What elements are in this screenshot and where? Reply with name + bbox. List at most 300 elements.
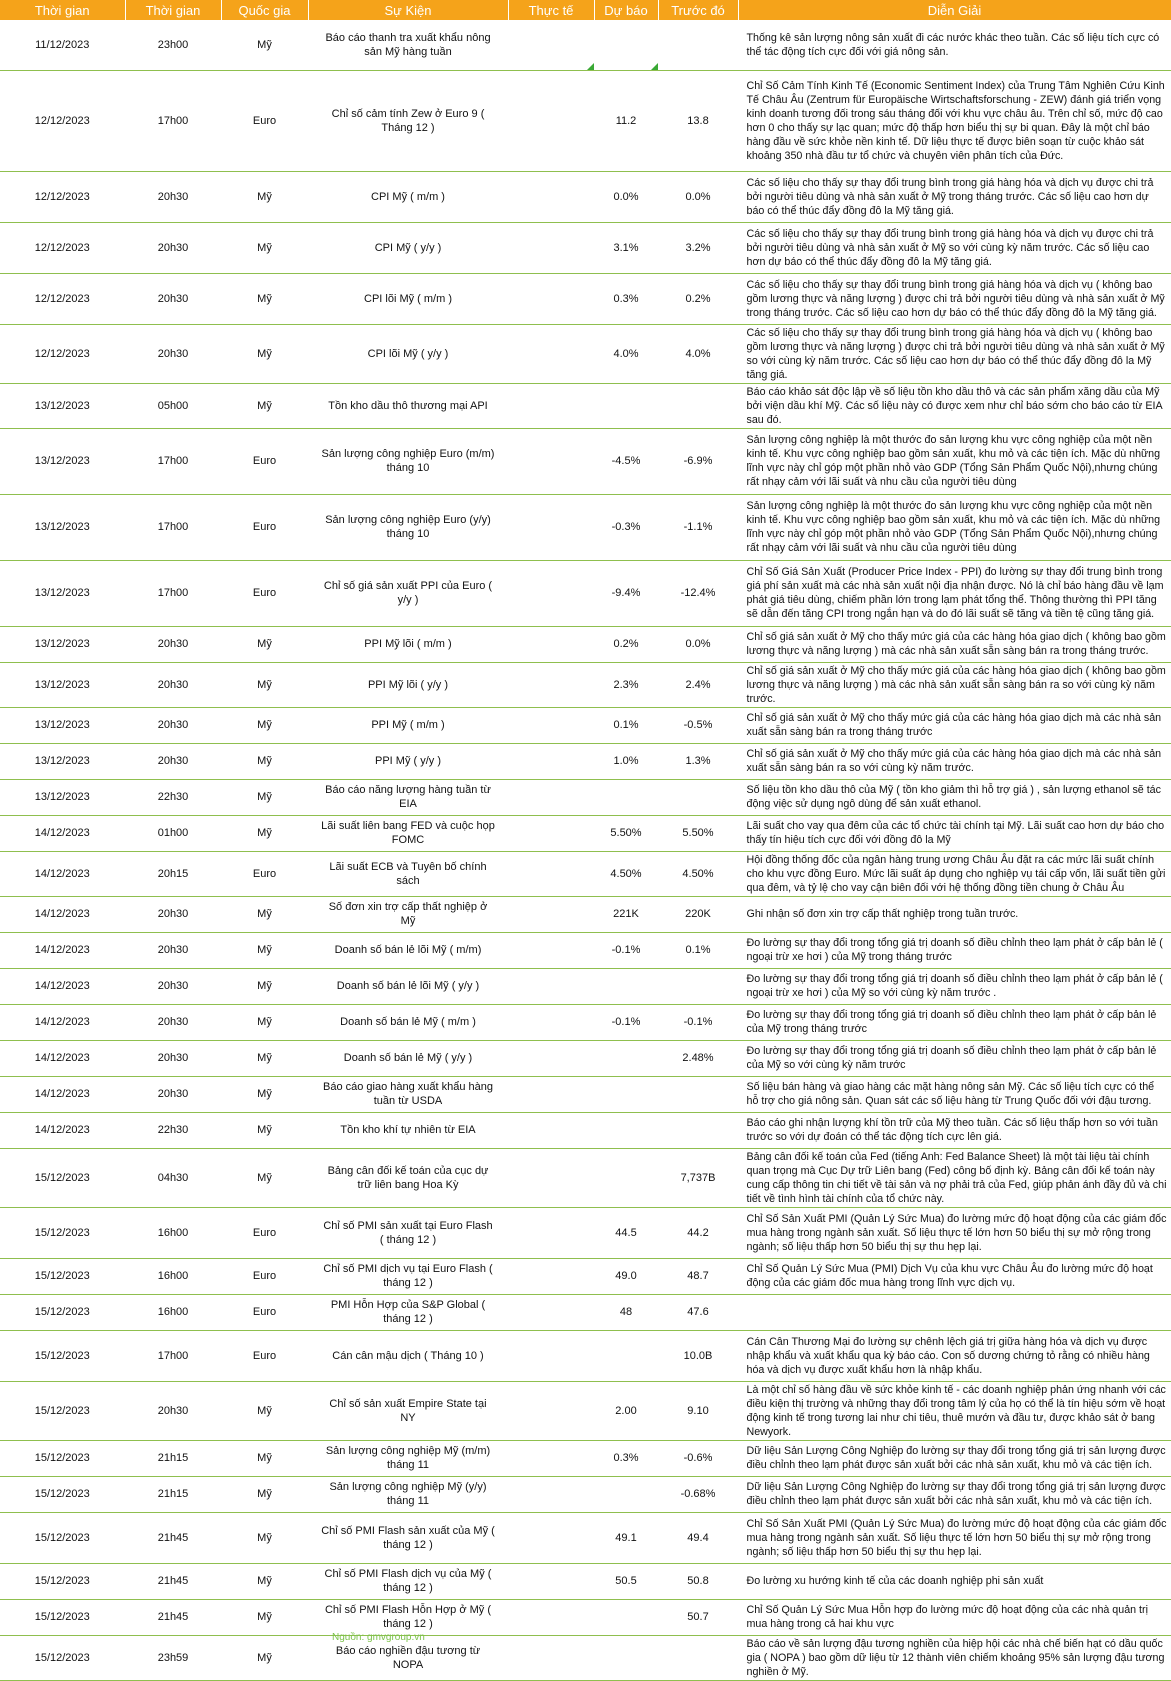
table-row (0, 932, 1171, 968)
row-previous: 44.2 (658, 1207, 738, 1258)
row-actual (508, 383, 594, 428)
header-date: Thời gian (0, 0, 125, 20)
row-actual (508, 560, 594, 626)
row-forecast (594, 20, 658, 70)
table-row (0, 1294, 1171, 1330)
header-row (0, 0, 1171, 20)
row-actual (508, 1294, 594, 1330)
row-time: 20h30 (125, 222, 221, 273)
table-row (0, 968, 1171, 1004)
row-event: Chỉ số PMI Flash Hỗn Hợp ở Mỹ ( tháng 12 ) (308, 1599, 508, 1635)
row-event: Chỉ số giá sản xuất PPI của Euro ( y/y ) (308, 560, 508, 626)
row-actual (508, 662, 594, 707)
row-event: Tồn kho dầu thô thương mại API (308, 383, 508, 428)
row-time: 21h15 (125, 1440, 221, 1476)
header-forecast: Dự báo (594, 0, 658, 20)
row-date: 13/12/2023 (0, 662, 125, 707)
table-row (0, 171, 1171, 222)
row-actual (508, 1258, 594, 1294)
row-country: Mỹ (221, 1635, 308, 1680)
row-previous: 10.0B (658, 1330, 738, 1381)
row-previous (658, 1635, 738, 1680)
row-forecast: -0.3% (594, 494, 658, 560)
row-previous: 49.4 (658, 1512, 738, 1563)
row-previous: 13.8 (658, 70, 738, 171)
row-actual (508, 1004, 594, 1040)
row-time: 17h00 (125, 1330, 221, 1381)
row-event: PMI Hỗn Hợp của S&P Global ( tháng 12 ) (308, 1294, 508, 1330)
row-date: 15/12/2023 (0, 1381, 125, 1440)
row-date: 12/12/2023 (0, 70, 125, 171)
row-previous: 4.0% (658, 324, 738, 383)
row-description: Chỉ số giá sản xuất ở Mỹ cho thấy mức giá của các hàng hóa giao dịch mà các nhà sản xuất sẵn sàng bán ra trong tháng trước (738, 707, 1171, 743)
row-previous: 48.7 (658, 1258, 738, 1294)
row-actual (508, 1207, 594, 1258)
table-row (0, 851, 1171, 896)
row-country: Mỹ (221, 1040, 308, 1076)
table-row (0, 662, 1171, 707)
table-row (0, 1599, 1171, 1635)
row-event: Sản lượng công nghiệp Euro (m/m) tháng 10 (308, 428, 508, 494)
row-previous: -0.6% (658, 1440, 738, 1476)
row-date: 15/12/2023 (0, 1330, 125, 1381)
row-event: Bảng cân đối kế toán của cục dự trữ liên bang Hoa Kỳ (308, 1148, 508, 1207)
table-row (0, 1476, 1171, 1512)
row-country: Mỹ (221, 1440, 308, 1476)
row-event: Báo cáo giao hàng xuất khẩu hàng tuần từ USDA (308, 1076, 508, 1112)
row-country: Mỹ (221, 1599, 308, 1635)
row-time: 20h30 (125, 1076, 221, 1112)
row-event: Sản lượng công nghiệp Mỹ (m/m) tháng 11 (308, 1440, 508, 1476)
row-time: 20h30 (125, 324, 221, 383)
row-date: 13/12/2023 (0, 560, 125, 626)
row-time: 20h30 (125, 743, 221, 779)
row-time: 20h30 (125, 626, 221, 662)
row-forecast (594, 1599, 658, 1635)
row-description: Số liệu bán hàng và giao hàng các mặt hàng nông sản Mỹ. Các số liệu tích cực có thể hỗ trợ cho giá nông sản. Quan sát các số liệu hàng từ Trung Quốc đối với đậu tương. (738, 1076, 1171, 1112)
row-actual (508, 779, 594, 815)
row-forecast: 11.2 (594, 70, 658, 171)
row-country: Euro (221, 1258, 308, 1294)
row-actual (508, 1440, 594, 1476)
row-forecast: 4.0% (594, 324, 658, 383)
row-event: Doanh số bán lẻ Mỹ ( m/m ) (308, 1004, 508, 1040)
row-event: PPI Mỹ ( y/y ) (308, 743, 508, 779)
table-row (0, 1440, 1171, 1476)
table-row (0, 428, 1171, 494)
cell-marker-icon (587, 63, 594, 70)
row-time: 20h30 (125, 1381, 221, 1440)
row-forecast: 49.1 (594, 1512, 658, 1563)
row-previous: 5.50% (658, 815, 738, 851)
row-previous: 3.2% (658, 222, 738, 273)
row-date: 15/12/2023 (0, 1476, 125, 1512)
row-event: PPI Mỹ lõi ( m/m ) (308, 626, 508, 662)
row-country: Mỹ (221, 662, 308, 707)
row-actual (508, 1076, 594, 1112)
row-forecast: 48 (594, 1294, 658, 1330)
table-row (0, 743, 1171, 779)
row-forecast: -4.5% (594, 428, 658, 494)
row-actual (508, 1512, 594, 1563)
row-actual (508, 896, 594, 932)
row-previous: 47.6 (658, 1294, 738, 1330)
row-description: Các số liệu cho thấy sự thay đổi trung bình trong giá hàng hóa và dịch vụ được chi trả bởi người tiêu dùng và nhà sản xuất ở Mỹ so với cùng kỳ năm trước. Các số liệu cao hơn dự báo có thể thúc đẩy đồng đô la Mỹ tăng giá. (738, 222, 1171, 273)
row-description: Các số liệu cho thấy sự thay đổi trung bình trong giá hàng hóa và dịch vụ ( không bao gồm lương thực và năng lượng ) được chi trả bởi người tiêu dùng và nhà sản xuất ở Mỹ so với cùng kỳ năm trước. Các số liệu cao hơn dự báo có thể thúc đẩy đồng đô la Mỹ tăng giá. (738, 324, 1171, 383)
row-country: Mỹ (221, 1563, 308, 1599)
row-forecast: -0.1% (594, 1004, 658, 1040)
row-country: Mỹ (221, 273, 308, 324)
row-country: Mỹ (221, 1004, 308, 1040)
row-previous: -0.5% (658, 707, 738, 743)
row-forecast (594, 1112, 658, 1148)
row-forecast: -0.1% (594, 932, 658, 968)
table-row (0, 1076, 1171, 1112)
row-date: 15/12/2023 (0, 1512, 125, 1563)
row-description: Bảng cân đối kế toán của Fed (tiếng Anh: Fed Balance Sheet) là một tài liệu tài chính quan trọng mà Cục Dự trữ Liên bang (Fed) công bố định kỳ. Bảng cân đối kế toán này cung cấp thông tin chi tiết về tài sản và nợ phải trả của Fed, giúp phản ánh đầy đủ và chi tiết về tình hình tài chính của tổ chức này. (738, 1148, 1171, 1207)
row-previous (658, 968, 738, 1004)
header-description: Diễn Giải (738, 0, 1171, 20)
row-time: 21h45 (125, 1512, 221, 1563)
row-date: 13/12/2023 (0, 743, 125, 779)
table-row (0, 815, 1171, 851)
table-row (0, 707, 1171, 743)
row-country: Mỹ (221, 743, 308, 779)
row-forecast: 0.1% (594, 707, 658, 743)
row-actual (508, 324, 594, 383)
row-time: 20h30 (125, 1004, 221, 1040)
row-date: 15/12/2023 (0, 1440, 125, 1476)
row-date: 15/12/2023 (0, 1599, 125, 1635)
row-time: 20h30 (125, 932, 221, 968)
row-forecast: -9.4% (594, 560, 658, 626)
row-description: Chỉ Số Quản Lý Sức Mua Hỗn hợp đo lường mức độ hoạt động của các nhà quản trị mua hàng trong cả hai khu vực (738, 1599, 1171, 1635)
table-row (0, 1330, 1171, 1381)
table-row (0, 626, 1171, 662)
row-date: 12/12/2023 (0, 324, 125, 383)
row-previous: -12.4% (658, 560, 738, 626)
row-country: Euro (221, 428, 308, 494)
row-date: 13/12/2023 (0, 626, 125, 662)
row-date: 14/12/2023 (0, 1040, 125, 1076)
row-forecast: 221K (594, 896, 658, 932)
row-previous: 0.1% (658, 932, 738, 968)
row-country: Euro (221, 494, 308, 560)
row-date: 12/12/2023 (0, 273, 125, 324)
row-country: Mỹ (221, 383, 308, 428)
row-actual (508, 1330, 594, 1381)
table-row (0, 896, 1171, 932)
row-time: 16h00 (125, 1207, 221, 1258)
cell-marker-icon (651, 63, 658, 70)
row-time: 01h00 (125, 815, 221, 851)
row-previous (658, 383, 738, 428)
row-previous: 2.48% (658, 1040, 738, 1076)
row-date: 15/12/2023 (0, 1635, 125, 1680)
row-time: 17h00 (125, 70, 221, 171)
table-row (0, 324, 1171, 383)
row-previous: 7,737B (658, 1148, 738, 1207)
row-forecast: 2.3% (594, 662, 658, 707)
row-previous: -0.68% (658, 1476, 738, 1512)
row-date: 14/12/2023 (0, 851, 125, 896)
row-time: 16h00 (125, 1258, 221, 1294)
row-actual (508, 428, 594, 494)
row-actual (508, 1112, 594, 1148)
row-forecast (594, 1330, 658, 1381)
row-description: Báo cáo khảo sát độc lập về số liệu tồn kho dầu thô và các sản phẩm xăng dầu của Mỹ bởi viện dầu khí Mỹ. Các số liệu này có được xem như chỉ báo sớm cho báo cáo từ EIA sau đó. (738, 383, 1171, 428)
row-time: 23h59 (125, 1635, 221, 1680)
row-country: Euro (221, 851, 308, 896)
row-event: Lãi suất liên bang FED và cuộc họp FOMC (308, 815, 508, 851)
row-previous: -0.1% (658, 1004, 738, 1040)
table-row (0, 273, 1171, 324)
row-actual (508, 968, 594, 1004)
table-row (0, 222, 1171, 273)
row-actual (508, 743, 594, 779)
row-event: Lãi suất ECB và Tuyên bố chính sách (308, 851, 508, 896)
row-time: 20h30 (125, 171, 221, 222)
row-description: Chỉ Số Cảm Tính Kinh Tế (Economic Sentiment Index) của Trung Tâm Nghiên Cứu Kinh Tế Châu Âu (Zentrum für Europäische Wirtschaftsforschung - ZEW) đánh giá triển vọng kinh doanh tương đối trong sáu tháng đối với khu vực châu âu. Trên chỉ số, mức độ cao hơn 0 cho thấy sự lạc quan; mức độ thấp hơn biểu thị sự bi quan. Đây là một chỉ báo hàng đầu về sức khỏe nền kinh tế. Dữ liệu thực tế được biên soạn từ cuộc khảo sát khoảng 350 nhà đầu tư tổ chức và chuyên viên phân tích của Đức. (738, 70, 1171, 171)
row-date: 15/12/2023 (0, 1148, 125, 1207)
row-country: Euro (221, 560, 308, 626)
row-date: 12/12/2023 (0, 222, 125, 273)
row-country: Mỹ (221, 626, 308, 662)
row-description (738, 1294, 1171, 1330)
row-time: 22h30 (125, 1112, 221, 1148)
row-country: Mỹ (221, 1476, 308, 1512)
row-forecast: 49.0 (594, 1258, 658, 1294)
row-date: 15/12/2023 (0, 1207, 125, 1258)
row-event: CPI Mỹ ( m/m ) (308, 171, 508, 222)
row-forecast: 0.2% (594, 626, 658, 662)
row-description: Số liệu tồn kho dầu thô của Mỹ ( tồn kho giảm thì hỗ trợ giá ) , sản lượng ethanol sẽ tác động việc sử dụng ngô dùng để sản xuất ethanol. (738, 779, 1171, 815)
row-forecast: 2.00 (594, 1381, 658, 1440)
row-description: Sản lượng công nghiệp là một thước đo sản lượng khu vực công nghiệp của một nền kinh tế. Khu vực công nghiệp bao gồm sản xuất, khu mỏ và các tiện ích. Mặc dù những lĩnh vực này chỉ góp một phần nhỏ vào GDP (Tổng Sản Phẩm Quốc Nội),nhưng chúng rất nhạy cảm với lãi suất và nhu cầu của người tiêu dùng (738, 428, 1171, 494)
row-event: Chỉ số PMI dịch vụ tại Euro Flash ( tháng 12 ) (308, 1258, 508, 1294)
row-country: Mỹ (221, 1512, 308, 1563)
row-actual (508, 815, 594, 851)
row-date: 13/12/2023 (0, 707, 125, 743)
row-time: 21h45 (125, 1563, 221, 1599)
row-event: Báo cáo năng lượng hàng tuần từ EIA (308, 779, 508, 815)
row-event: Doanh số bán lẻ Mỹ ( y/y ) (308, 1040, 508, 1076)
header-time: Thời gian (125, 0, 221, 20)
row-description: Đo lường xu hướng kinh tế của các doanh nghiệp phi sản xuất (738, 1563, 1171, 1599)
row-time: 20h30 (125, 707, 221, 743)
row-previous: 2.4% (658, 662, 738, 707)
row-description: Báo cáo về sản lượng đậu tương nghiền của hiệp hội các nhà chế biến hạt có dầu quốc gia ( NOPA ) bao gồm dữ liệu từ 12 thành viên chiếm khoảng 95% sản lượng đậu tương nghiền ở Mỹ. (738, 1635, 1171, 1680)
row-country: Euro (221, 70, 308, 171)
row-time: 21h45 (125, 1599, 221, 1635)
row-date: 15/12/2023 (0, 1563, 125, 1599)
row-previous (658, 1076, 738, 1112)
table-row (0, 1040, 1171, 1076)
row-date: 13/12/2023 (0, 383, 125, 428)
table-row (0, 1381, 1171, 1440)
table-row (0, 20, 1171, 70)
row-description: Ghi nhận số đơn xin trợ cấp thất nghiệp trong tuần trước. (738, 896, 1171, 932)
row-description: Dữ liệu Sản Lượng Công Nghiệp đo lường sự thay đổi trong tổng giá trị sản lượng được điều chỉnh theo lạm phát được sản xuất bởi các nhà sản xuất, khu mỏ và các tiện ích. (738, 1440, 1171, 1476)
row-forecast: 0.0% (594, 171, 658, 222)
row-previous: 50.8 (658, 1563, 738, 1599)
row-event: Doanh số bán lẻ lõi Mỹ ( m/m) (308, 932, 508, 968)
row-previous: 0.0% (658, 626, 738, 662)
row-description: Đo lường sự thay đổi trong tổng giá trị doanh số điều chỉnh theo lạm phát ở cấp bản lẻ ( ngoại trừ xe hơi ) của Mỹ trong tháng trước (738, 932, 1171, 968)
row-previous: 4.50% (658, 851, 738, 896)
row-previous: 0.2% (658, 273, 738, 324)
row-description: Chỉ số giá sản xuất ở Mỹ cho thấy mức giá của các hàng hóa giao dịch ( không bao gồm lương thực và năng lượng ) mà các nhà sản xuất sẵn sàng bán ra so với cùng kỳ năm trước. (738, 662, 1171, 707)
row-time: 20h30 (125, 896, 221, 932)
row-date: 14/12/2023 (0, 1076, 125, 1112)
header-country: Quốc gia (221, 0, 308, 20)
row-country: Mỹ (221, 222, 308, 273)
table-row (0, 383, 1171, 428)
row-actual (508, 171, 594, 222)
row-actual (508, 70, 594, 171)
row-country: Mỹ (221, 1148, 308, 1207)
row-previous (658, 779, 738, 815)
row-date: 14/12/2023 (0, 932, 125, 968)
row-event: CPI lõi Mỹ ( m/m ) (308, 273, 508, 324)
row-previous (658, 1112, 738, 1148)
row-description: Đo lường sự thay đổi trong tổng giá trị doanh số điều chỉnh theo lạm phát ở cấp bản lẻ ( ngoại trừ xe hơi ) của Mỹ so với cùng kỳ năm trước . (738, 968, 1171, 1004)
row-country: Mỹ (221, 1112, 308, 1148)
row-description: Cán Cân Thương Mại đo lường sự chênh lệch giá trị giữa hàng hóa và dịch vụ được nhập khẩu và xuất khẩu qua kỳ báo cáo. Con số dương chứng tỏ rằng có nhiều hàng hóa và dịch vụ được xuất khẩu hơn là nhập khẩu. (738, 1330, 1171, 1381)
row-forecast (594, 383, 658, 428)
row-date: 14/12/2023 (0, 1004, 125, 1040)
row-country: Euro (221, 1207, 308, 1258)
row-actual (508, 20, 594, 70)
row-description: Lãi suất cho vay qua đêm của các tổ chức tài chính tại Mỹ. Lãi suất cao hơn dự báo cho thấy tín hiệu tích cực đối với đồng đô la Mỹ (738, 815, 1171, 851)
table-row (0, 560, 1171, 626)
row-forecast: 5.50% (594, 815, 658, 851)
row-description: Dữ liệu Sản Lượng Công Nghiệp đo lường sự thay đổi trong tổng giá trị sản lượng được điều chỉnh theo lạm phát được sản xuất bởi các nhà sản xuất, khu mỏ và các tiện ích. (738, 1476, 1171, 1512)
row-description: Các số liệu cho thấy sự thay đổi trung bình trong giá hàng hóa và dịch vụ được chi trả bởi người tiêu dùng và nhà sản xuất ở Mỹ trong tháng trước. Các số liệu cao hơn dự báo có thể thúc đẩy đồng đô la Mỹ tăng giá. (738, 171, 1171, 222)
table-row (0, 1112, 1171, 1148)
row-forecast (594, 1635, 658, 1680)
row-country: Mỹ (221, 968, 308, 1004)
row-description: Chỉ Số Quản Lý Sức Mua (PMI) Dịch Vụ của khu vực Châu Âu đo lường mức độ hoạt động của các giám đốc mua hàng trong lĩnh vực dịch vụ. (738, 1258, 1171, 1294)
row-date: 15/12/2023 (0, 1294, 125, 1330)
row-event: PPI Mỹ lõi ( y/y ) (308, 662, 508, 707)
row-event: CPI Mỹ ( y/y ) (308, 222, 508, 273)
row-time: 04h30 (125, 1148, 221, 1207)
row-description: Sản lượng công nghiệp là một thước đo sản lượng khu vực công nghiệp của một nền kinh tế. Khu vực công nghiệp bao gồm sản xuất, khu mỏ và các tiện ích. Mặc dù những lĩnh vực này chỉ góp một phần nhỏ vào GDP (Tổng Sản Phẩm Quốc Nội),nhưng chúng rất nhạy cảm với lãi suất và nhu cầu của người tiêu dùng (738, 494, 1171, 560)
row-description: Hội đồng thống đốc của ngân hàng trung ương Châu Âu đặt ra các mức lãi suất chính cho khu vực đồng Euro. Mức lãi suất áp dụng cho nghiệp vụ tái cấp vốn, lãi suất tiền gửi qua đêm, và tỷ lệ cho vay cận biên đối với hệ thống đồng tiền chung ở Châu Âu (738, 851, 1171, 896)
row-actual (508, 494, 594, 560)
row-time: 17h00 (125, 428, 221, 494)
row-event: Sản lượng công nghiệp Euro (y/y) tháng 10 (308, 494, 508, 560)
row-description: Các số liệu cho thấy sự thay đổi trung bình trong giá hàng hóa và dịch vụ ( không bao gồm lương thực và năng lượng ) được chi trả bởi người tiêu dùng và nhà sản xuất ở Mỹ trong tháng trước. Các số liệu cao hơn dự báo có thể thúc đẩy đồng đô la Mỹ tăng giá. (738, 273, 1171, 324)
row-forecast (594, 1040, 658, 1076)
row-country: Mỹ (221, 1381, 308, 1440)
row-previous: 0.0% (658, 171, 738, 222)
row-event: Sản lượng công nghiệp Mỹ (y/y) tháng 11 (308, 1476, 508, 1512)
row-country: Mỹ (221, 324, 308, 383)
row-event: CPI lõi Mỹ ( y/y ) (308, 324, 508, 383)
row-date: 13/12/2023 (0, 494, 125, 560)
table-row (0, 1563, 1171, 1599)
table-row (0, 1512, 1171, 1563)
row-country: Mỹ (221, 171, 308, 222)
table-row (0, 1148, 1171, 1207)
table-row (0, 1207, 1171, 1258)
row-actual (508, 1635, 594, 1680)
row-description: Đo lường sự thay đổi trong tổng giá trị doanh số điều chỉnh theo lạm phát ở cấp bản lẻ của Mỹ so với cùng kỳ năm trước (738, 1040, 1171, 1076)
row-event: Chỉ số sản xuất Empire State tại NY (308, 1381, 508, 1440)
row-time: 23h00 (125, 20, 221, 70)
header-actual: Thực tế (508, 0, 594, 20)
row-previous: 9.10 (658, 1381, 738, 1440)
row-forecast: 50.5 (594, 1563, 658, 1599)
row-actual (508, 1148, 594, 1207)
row-country: Euro (221, 1294, 308, 1330)
row-time: 20h15 (125, 851, 221, 896)
row-forecast: 4.50% (594, 851, 658, 896)
row-event: Báo cáo thanh tra xuất khẩu nông sản Mỹ hàng tuần (308, 20, 508, 70)
table-row (0, 494, 1171, 560)
table-row (0, 779, 1171, 815)
row-event: Số đơn xin trợ cấp thất nghiệp ở Mỹ (308, 896, 508, 932)
row-description: Báo cáo ghi nhận lượng khí tồn trữ của Mỹ theo tuần. Các số liệu thấp hơn so với tuần trước so với dự đoán có thể tác động tích cực lên giá. (738, 1112, 1171, 1148)
row-date: 14/12/2023 (0, 968, 125, 1004)
row-description: Là một chỉ số hàng đầu về sức khỏe kinh tế - các doanh nghiệp phản ứng nhanh với các điều kiện thị trường và những thay đổi trong tâm lý của họ có thể là tín hiệu sớm về hoạt động kinh tế trong tương lai như chi tiêu, thuê mướn và đầu tư, được khảo sát ở bang Newyork. (738, 1381, 1171, 1440)
row-time: 16h00 (125, 1294, 221, 1330)
row-event: Báo cáo nghiền đậu tương từ NOPA (308, 1635, 508, 1680)
row-country: Mỹ (221, 20, 308, 70)
table-row (0, 1004, 1171, 1040)
row-event: Chỉ số PMI Flash sản xuất của Mỹ ( tháng 12 ) (308, 1512, 508, 1563)
table-row (0, 70, 1171, 171)
row-time: 05h00 (125, 383, 221, 428)
row-description: Chỉ số giá sản xuất ở Mỹ cho thấy mức giá của các hàng hóa giao dịch mà các nhà sản xuất sẵn sàng bán ra so với cùng kỳ năm trước. (738, 743, 1171, 779)
table-row (0, 1635, 1171, 1680)
row-date: 13/12/2023 (0, 779, 125, 815)
row-description: Chỉ số giá sản xuất ở Mỹ cho thấy mức giá của các hàng hóa giao dịch ( không bao gồm lương thực và năng lượng ) mà các nhà sản xuất sẵn sàng bán ra trong tháng trước. (738, 626, 1171, 662)
row-actual (508, 626, 594, 662)
row-event: Chỉ số PMI Flash dịch vụ của Mỹ ( tháng 12 ) (308, 1563, 508, 1599)
row-country: Mỹ (221, 896, 308, 932)
row-previous (658, 20, 738, 70)
row-event: Chỉ số cảm tính Zew ở Euro 9 ( Tháng 12 ) (308, 70, 508, 171)
row-event: PPI Mỹ ( m/m ) (308, 707, 508, 743)
row-forecast: 0.3% (594, 273, 658, 324)
row-previous: -1.1% (658, 494, 738, 560)
row-forecast (594, 1476, 658, 1512)
row-date: 14/12/2023 (0, 1112, 125, 1148)
row-forecast (594, 779, 658, 815)
row-description: Chỉ Số Sản Xuất PMI (Quản Lý Sức Mua) đo lường mức độ hoạt động của các giám đốc mua hàng trong ngành sản xuất. Số liệu thực tế lớn hơn 50 biểu thị sự mở rộng trong ngành; số liệu thấp hơn 50 biểu thị sự thu hẹp lại. (738, 1512, 1171, 1563)
row-description: Chỉ Số Giá Sản Xuất (Producer Price Index - PPI) đo lường sự thay đổi trung bình trong giá phí sản xuất mà các nhà sản xuất nội địa nhận được. Nó là chỉ báo hàng đầu về lạm phát giá tiêu dùng, chiếm phần lớn trong lạm phát tổng thể. Thông thường thì PPI tăng sẽ dẫn đến tăng CPI trong ngắn hạn và do đó lãi suất sẽ tăng và tiền tệ cũng tăng giá. (738, 560, 1171, 626)
row-time: 21h15 (125, 1476, 221, 1512)
row-actual (508, 1563, 594, 1599)
row-previous: 50.7 (658, 1599, 738, 1635)
row-time: 22h30 (125, 779, 221, 815)
row-country: Euro (221, 1330, 308, 1381)
row-country: Mỹ (221, 1076, 308, 1112)
row-actual (508, 851, 594, 896)
row-previous: -6.9% (658, 428, 738, 494)
header-event: Sự Kiện (308, 0, 508, 20)
row-date: 15/12/2023 (0, 1258, 125, 1294)
row-event: Chỉ số PMI sản xuất tại Euro Flash ( tháng 12 ) (308, 1207, 508, 1258)
row-date: 14/12/2023 (0, 896, 125, 932)
row-forecast: 44.5 (594, 1207, 658, 1258)
row-forecast: 3.1% (594, 222, 658, 273)
row-actual (508, 1599, 594, 1635)
row-country: Mỹ (221, 779, 308, 815)
